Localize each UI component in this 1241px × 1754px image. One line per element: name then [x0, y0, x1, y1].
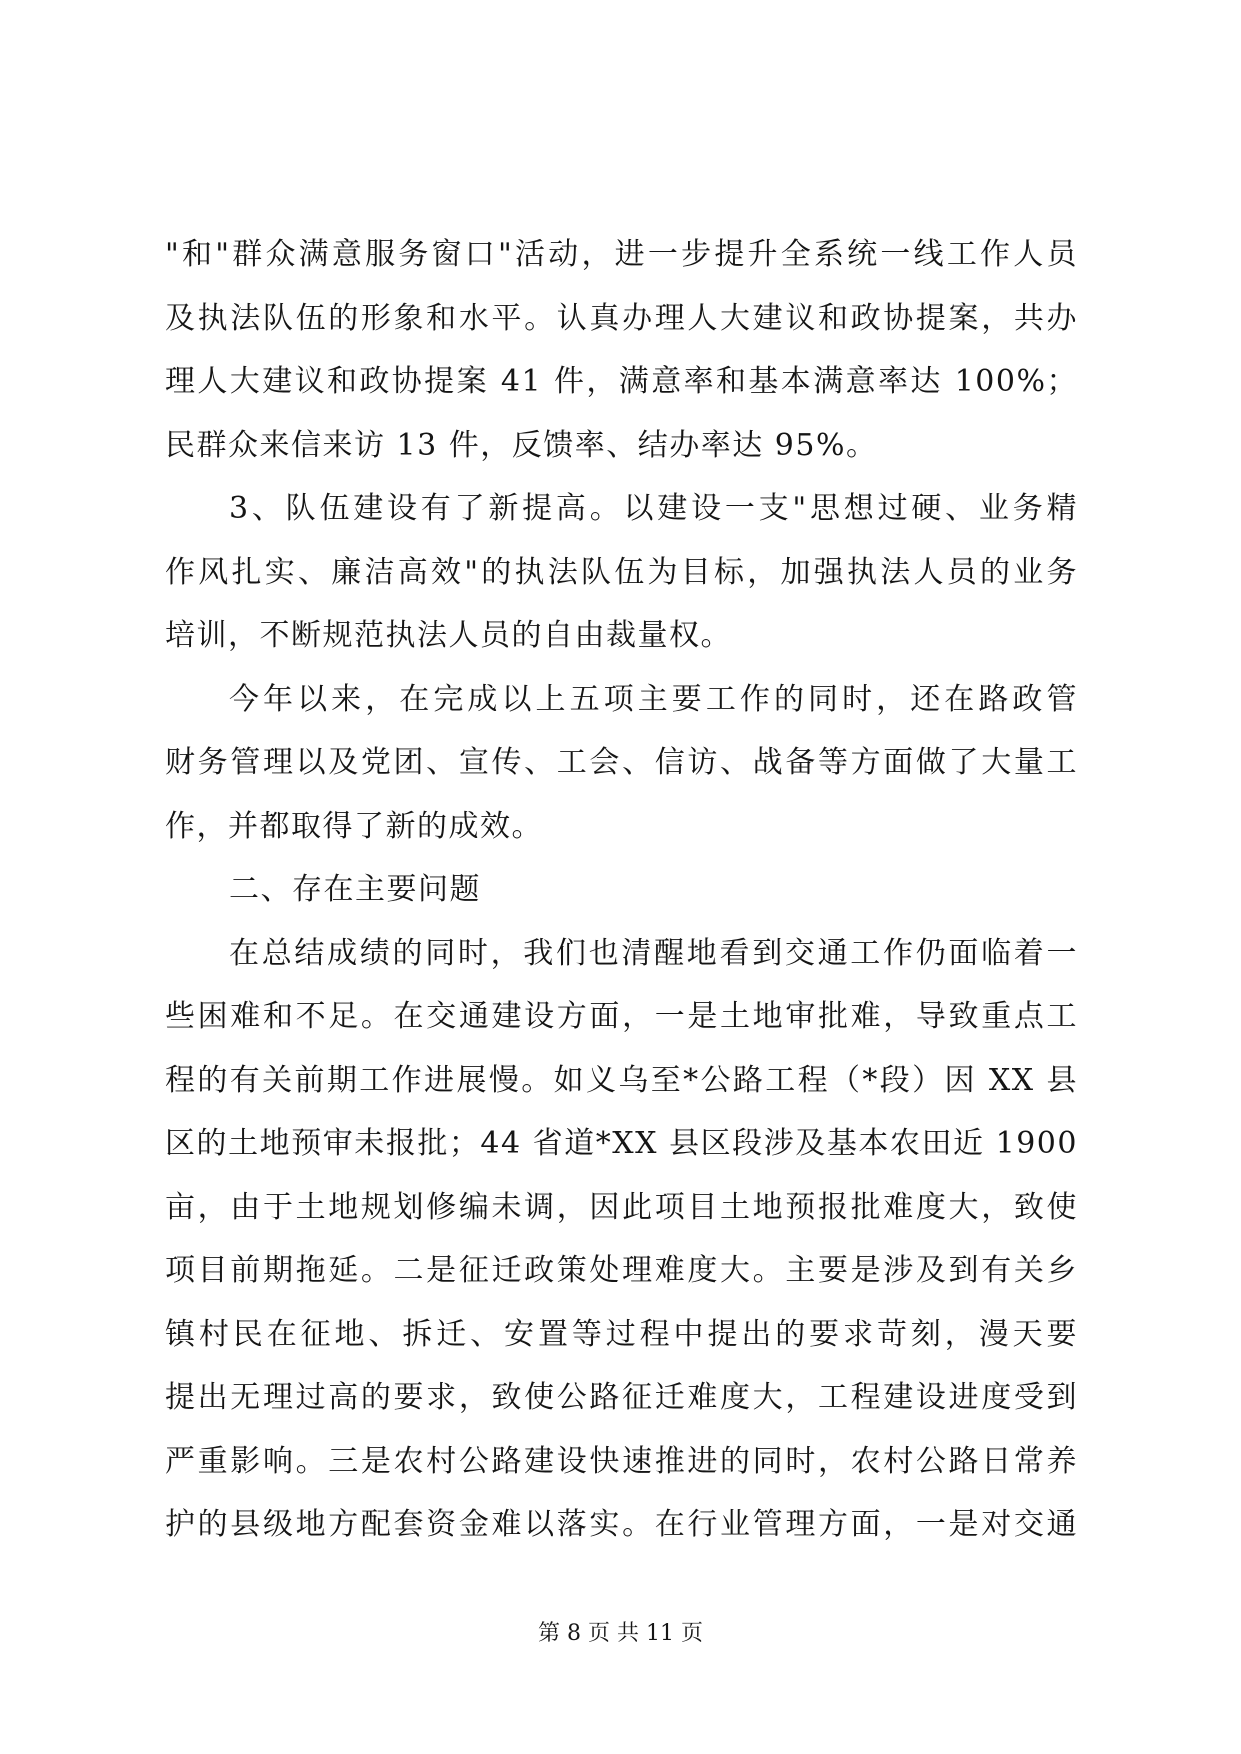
document-body: [165, 223, 1078, 1557]
text-line: 理人大建议和政协提案 41 件，满意率和基本满意率达 100%；: [165, 364, 1078, 399]
text-line: "和"群众满意服务窗口"活动，进一步提升全系统一线工作人员: [165, 237, 1078, 272]
text-line: 3、队伍建设有了新提高。以建设一支"思想过硬、业务精: [229, 491, 1078, 526]
section-heading: 二、存在主要问题: [229, 872, 481, 907]
text-line: 作风扎实、廉洁高效"的执法队伍为目标，加强执法人员的业务: [165, 554, 1078, 590]
text-line: 区的土地预审未报批；44 省道*XX 县区段涉及基本农田近 1900: [165, 1126, 1078, 1161]
text-line: 作，并都取得了新的成效。: [165, 808, 543, 844]
text-line: 严重影响。三是农村公路建设快速推进的同时，农村公路日常养: [165, 1443, 1078, 1479]
text-line: 今年以来，在完成以上五项主要工作的同时，还在路政管: [229, 681, 1078, 717]
paragraph: [165, 668, 1078, 859]
text-line: 民群众来信来访 13 件，反馈率、结办率达 95%。: [165, 427, 878, 463]
text-line: 培训，不断规范执法人员的自由裁量权。: [165, 618, 732, 653]
text-line: 财务管理以及党团、宣传、工会、信访、战备等方面做了大量工: [165, 745, 1078, 780]
text-line: 项目前期拖延。二是征迁政策处理难度大。主要是涉及到有关乡: [165, 1253, 1078, 1288]
text-line: 提出无理过高的要求，致使公路征迁难度大，工程建设进度受到: [165, 1380, 1078, 1415]
text-line: 在总结成绩的同时，我们也清醒地看到交通工作仍面临着一: [229, 935, 1078, 971]
paragraph: [165, 477, 1078, 668]
text-line: 镇村民在征地、拆迁、安置等过程中提出的要求苛刻，漫天要: [165, 1316, 1078, 1352]
paragraph: [165, 223, 1078, 477]
text-line: 及执法队伍的形象和水平。认真办理人大建议和政协提案，共办: [165, 300, 1078, 336]
text-line: 些困难和不足。在交通建设方面，一是土地审批难，导致重点工: [165, 999, 1078, 1034]
page-footer: 第 8 页 共 11 页: [538, 1621, 703, 1646]
text-line: 护的县级地方配套资金难以落实。在行业管理方面，一是对交通: [165, 1507, 1078, 1542]
text-line: 程的有关前期工作进展慢。如义乌至*公路工程（*段）因 XX 县: [165, 1062, 1078, 1098]
text-line: 亩，由于土地规划修编未调，因此项目土地预报批难度大，致使: [165, 1189, 1078, 1225]
paragraph: [165, 922, 1078, 1557]
